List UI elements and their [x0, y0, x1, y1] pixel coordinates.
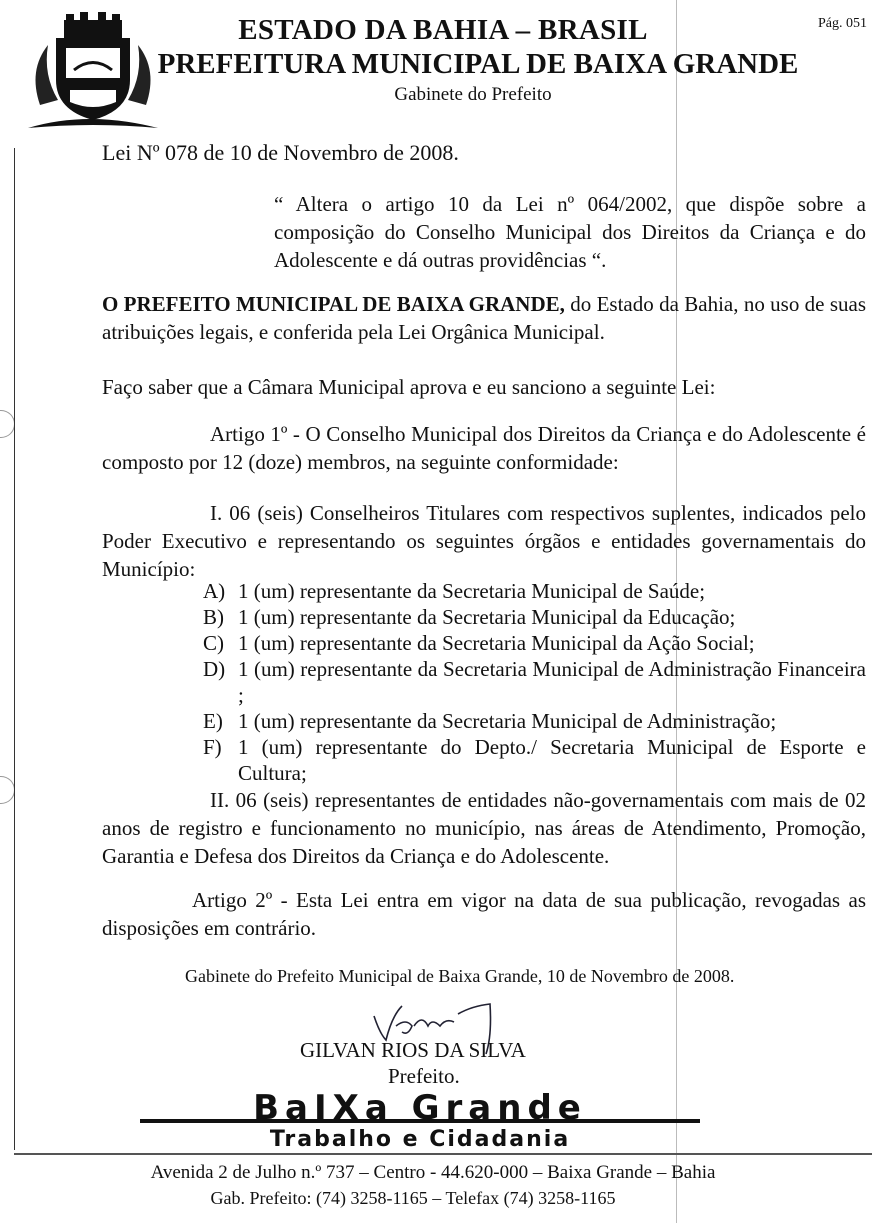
svg-text:BaIXa Grande: BaIXa Grande	[253, 1089, 587, 1128]
preamble-bold: O PREFEITO MUNICIPAL DE BAIXA GRANDE,	[102, 292, 565, 316]
left-margin-line	[14, 148, 15, 1150]
preamble	[102, 290, 866, 346]
place-date: Gabinete do Prefeito Municipal de Baixa Grande, 10 de Novembro de 2008.	[185, 966, 735, 986]
list-item: F) 1 (um) representante do Depto./ Secretaria Municipal de Esporte e Cultura;	[203, 735, 866, 785]
signer-name: GILVAN RIOS DA SILVA	[300, 1038, 526, 1062]
law-ementa: “ Altera o artigo 10 da Lei nº 064/2002, que dispõe sobre a composição do Conselho Municipal dos Direitos da Criança e do Adolescente e dá outras providências “.	[274, 192, 866, 272]
list-item: A) 1 (um) representante da Secretaria Municipal de Saúde;	[203, 579, 706, 603]
list-item: D) 1 (um) representante da Secretaria Municipal de Administração Financeira ;	[203, 657, 866, 707]
article-1: Artigo 1º - O Conselho Municipal dos Direitos da Criança e do Adolescente é composto por 12 (doze) membros, na seguinte conformidade:	[102, 422, 866, 474]
baixa-grande-logo-icon	[140, 1089, 700, 1149]
footer-divider	[14, 1153, 872, 1155]
page-number: Pág. 051	[818, 16, 867, 31]
header-office: Gabinete do Prefeito	[394, 84, 552, 105]
header-state: ESTADO DA BAHIA – BRASIL	[238, 14, 648, 46]
preamble-text: do Estado da Bahia, no uso de suas atribuições legais, e conferida pela Lei Orgânica Municipal.	[102, 292, 866, 344]
signer-role: Prefeito.	[388, 1064, 460, 1088]
clause-ii: II. 06 (seis) representantes de entidades não-governamentais com mais de 02 anos de registro e funcionamento no município, nas áreas de Atendimento, Promoção, Garantia e Defesa dos Direitos da Criança e do Adolescente.	[102, 788, 866, 868]
svg-text:Trabalho e Cidadania: Trabalho e Cidadania	[269, 1127, 571, 1149]
clause-i: I. 06 (seis) Conselheiros Titulares com respectivos suplentes, indicados pelo Poder Executivo e representando os seguintes órgãos e entidades governamentais do Município:	[102, 501, 866, 581]
header-prefecture: PREFEITURA MUNICIPAL DE BAIXA GRANDE	[157, 48, 799, 80]
punch-hole	[0, 776, 15, 804]
enactment-clause: Faço saber que a Câmara Municipal aprova e eu sanciono a seguinte Lei:	[102, 375, 716, 399]
list-item: E) 1 (um) representante da Secretaria Municipal de Administração;	[203, 709, 777, 733]
law-title: Lei Nº 078 de 10 de Novembro de 2008.	[102, 140, 459, 165]
punch-hole	[0, 410, 15, 438]
footer-phones: Gab. Prefeito: (74) 3258-1165 – Telefax (74) 3258-1165	[210, 1188, 616, 1208]
footer-address: Avenida 2 de Julho n.º 737 – Centro - 44.620-000 – Baixa Grande – Bahia	[150, 1162, 716, 1183]
list-item: C) 1 (um) representante da Secretaria Municipal da Ação Social;	[203, 631, 755, 655]
list-item: B) 1 (um) representante da Secretaria Municipal da Educação;	[203, 605, 736, 629]
representatives-list	[203, 578, 866, 786]
article-2: Artigo 2º - Esta Lei entra em vigor na data de sua publicação, revogadas as disposições em contrário.	[102, 888, 866, 940]
